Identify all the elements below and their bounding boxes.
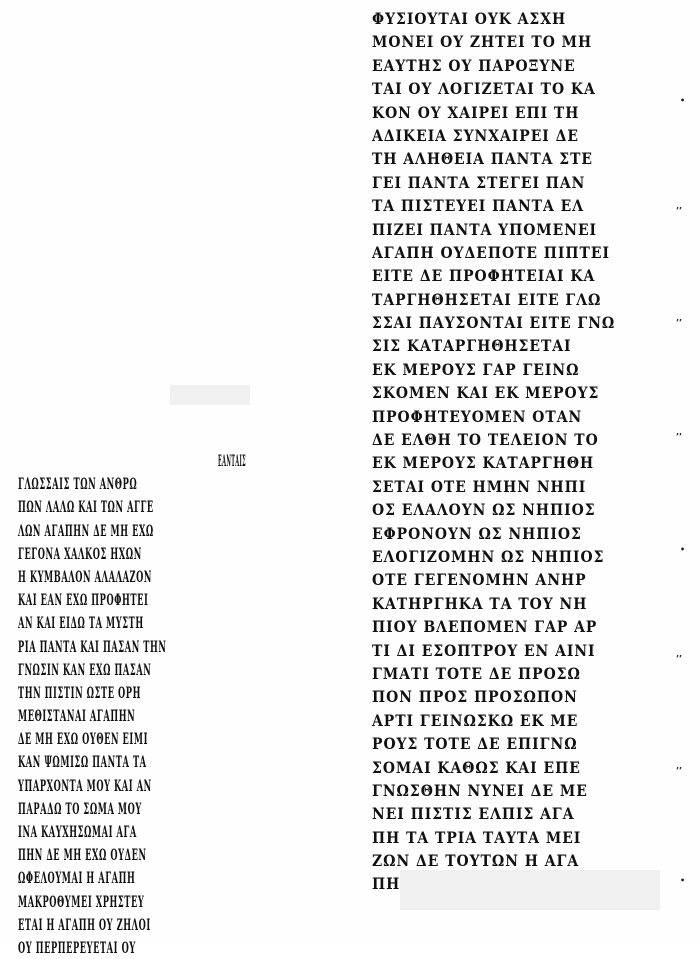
right-column-line: ΝΕΙ ΠΙΣΤΙΣ ΕΛΠΙΣ ΑΓΑ bbox=[372, 804, 575, 824]
left-column-line: ΓΛΩΣΣΑΙΣ ΤΩΝ ΑΝΘΡΩ bbox=[18, 474, 138, 494]
right-column-line: ΓΝΩΣΘΗΝ ΝΥΝΕΙ ΔΕ ΜΕ bbox=[372, 780, 588, 800]
margin-mark: ʼʼ bbox=[676, 432, 683, 441]
right-column-line: ΟΣ ΕΛΑΛΟΥΝ ΩΣ ΝΗΠΙΟΣ bbox=[372, 500, 596, 520]
margin-mark: ʼʼ bbox=[676, 654, 683, 663]
left-column-line: ΚΑΝ ΨΩΜΙΣΩ ΠΑΝΤΑ ΤΑ bbox=[18, 752, 147, 772]
right-text-column bbox=[372, 7, 664, 896]
right-column-line: ΕΚ ΜΕΡΟΥΣ ΓΑΡ ΓΕΙΝΩ bbox=[372, 359, 580, 379]
margin-mark: ʼʼ bbox=[676, 206, 683, 215]
right-column-line: ΠΟΝ ΠΡΟΣ ΠΡΟΣΩΠΟΝ bbox=[372, 687, 578, 707]
right-column-line: ΣΟΜΑΙ ΚΑΘΩΣ ΚΑΙ ΕΠΕ bbox=[372, 757, 581, 777]
left-column-line: ΚΑΙ ΕΑΝ ΕΧΩ ΠΡΟΦΗΤΕΙ bbox=[18, 590, 149, 610]
right-column-line: ΤΑΡΓΗΘΗΣΕΤΑΙ ΕΙΤΕ ΓΛΩ bbox=[372, 289, 602, 309]
left-column-line: ΤΗΝ ΠΙΣΤΙΝ ΩΣΤΕ ΟΡΗ bbox=[18, 682, 141, 702]
left-column-line: ΠΗΝ ΔΕ ΜΗ ΕΧΩ ΟΥΔΕΝ bbox=[18, 845, 147, 865]
right-column-line: ΕΑΥΤΗΣ ΟΥ ΠΑΡΟΞΥΝΕ bbox=[372, 55, 576, 75]
left-column-line: ΡΙΑ ΠΑΝΤΑ ΚΑΙ ΠΑΣΑΝ ΤΗΝ bbox=[18, 636, 167, 656]
right-column-line: ΕΚ ΜΕΡΟΥΣ ΚΑΤΑΡΓΗΘΗ bbox=[372, 453, 595, 473]
margin-mark: ʼʼ bbox=[676, 766, 683, 775]
right-column-line: ΠΙΖΕΙ ΠΑΝΤΑ ΥΠΟΜΕΝΕΙ bbox=[372, 219, 598, 239]
left-column-line: ΟΥ ΠΕΡΠΕΡΕΥΕΤΑΙ ΟΥ bbox=[18, 937, 136, 957]
right-column-line: ΕΛΟΓΙΖΟΜΗΝ ΩΣ ΝΗΠΙΟΣ bbox=[372, 546, 605, 566]
margin-dot: • bbox=[680, 545, 686, 554]
right-column-line: ΤΑ ΠΙΣΤΕΥΕΙ ΠΑΝΤΑ ΕΛ bbox=[372, 196, 584, 216]
right-column-line: ΜΟΝΕΙ ΟΥ ΖΗΤΕΙ ΤΟ ΜΗ bbox=[372, 32, 593, 52]
right-column-line: ΑΓΑΠΗ ΟΥΔΕΠΟΤΕ ΠΙΠΤΕΙ bbox=[372, 242, 610, 262]
right-column-line: ΚΟΝ ΟΥ ΧΑΙΡΕΙ ΕΠΙ ΤΗ bbox=[372, 102, 580, 122]
left-column-line: ΜΑΚΡΟΘΥΜΕΙ ΧΡΗΣΤΕΥ bbox=[18, 891, 145, 911]
right-column-line: ΦΥΣΙΟΥΤΑΙ ΟΥΚ ΑΣΧΗ bbox=[372, 9, 567, 28]
margin-mark: ʼʼ bbox=[676, 318, 683, 327]
right-column-line: ΣΕΤΑΙ ΟΤΕ ΗΜΗΝ ΝΗΠΙ bbox=[372, 476, 587, 496]
right-column-line: ΣΣΑΙ ΠΑΥΣΟΝΤΑΙ ΕΙΤΕ ΓΝΩ bbox=[372, 313, 616, 333]
left-column-line: ΓΝΩΣΙΝ ΚΑΝ ΕΧΩ ΠΑΣΑΝ bbox=[18, 659, 152, 679]
right-column-line: ΑΔΙΚΕΙΑ ΣΥΝΧΑΙΡΕΙ ΔΕ bbox=[372, 125, 579, 145]
right-column-line: ΡΟΥΣ ΤΟΤΕ ΔΕ ΕΠΙΓΝΩ bbox=[372, 734, 578, 754]
right-column-line: ΑΡΤΙ ΓΕΙΝΩΣΚΩ ΕΚ ΜΕ bbox=[372, 710, 579, 730]
left-column-line: ΑΝ ΚΑΙ ΕΙΔΩ ΤΑ ΜΥΣΤΗ bbox=[18, 613, 144, 633]
left-column-line: ΥΠΑΡΧΟΝΤΑ ΜΟΥ ΚΑΙ ΑΝ bbox=[18, 775, 152, 795]
right-column-line: ΓΕΙ ΠΑΝΤΑ ΣΤΕΓΕΙ ΠΑΝ bbox=[372, 172, 586, 192]
left-column-line: ΔΕ ΜΗ ΕΧΩ ΟΥΘΕΝ ΕΙΜΙ bbox=[18, 729, 149, 749]
left-column-line: ΠΑΡΑΔΩ ΤΟ ΣΩΜΑ ΜΟΥ bbox=[18, 798, 142, 818]
left-column-line: ΠΩΝ ΛΑΛΩ ΚΑΙ ΤΩΝ ΑΓΓΕ bbox=[18, 497, 154, 517]
right-column-line: ΔΕ ΕΛΘΗ ΤΟ ΤΕΛΕΙΟΝ ΤΟ bbox=[372, 430, 599, 450]
left-column-line: ΕΤΑΙ Η ΑΓΑΠΗ ΟΥ ΖΗΛΟΙ bbox=[18, 914, 151, 934]
right-column-line: ΤΗ ΑΛΗΘΕΙΑ ΠΑΝΤΑ ΣΤΕ bbox=[372, 149, 593, 169]
right-column-line: ΣΚΟΜΕΝ ΚΑΙ ΕΚ ΜΕΡΟΥΣ bbox=[372, 383, 600, 403]
right-column-line: ΕΙΤΕ ΔΕ ΠΡΟΦΗΤΕΙΑΙ ΚΑ bbox=[372, 266, 596, 286]
right-column-line: ΠΗ ΤΑ ΤΡΙΑ ΤΑΥΤΑ ΜΕΙ bbox=[372, 827, 582, 847]
left-column-line: ΕΑΝΤΑΙΣ bbox=[218, 451, 246, 470]
left-column-line: ΛΩΝ ΑΓΑΠΗΝ ΔΕ ΜΗ ΕΧΩ bbox=[18, 520, 154, 540]
right-column-line: ΤΙ ΔΙ ΕΣΟΠΤΡΟΥ ΕΝ ΑΙΝΙ bbox=[372, 640, 596, 660]
right-column-line: ΖΩΝ ΔΕ ΤΟΥΤΩΝ Η ΑΓΑ bbox=[372, 851, 580, 871]
right-column-line: ΕΦΡΟΝΟΥΝ ΩΣ ΝΗΠΙΟΣ bbox=[372, 523, 582, 543]
right-column-line: ΠΗ bbox=[372, 874, 401, 894]
left-column-line: ΩΦΕΛΟΥΜΑΙ Η ΑΓΑΠΗ bbox=[18, 868, 136, 888]
right-column-line: ΠΙΟΥ ΒΛΕΠΟΜΕΝ ΓΑΡ ΑΡ bbox=[372, 617, 598, 637]
right-column-line: ΤΑΙ ΟΥ ΛΟΓΙΖΕΤΑΙ ΤΟ ΚΑ bbox=[372, 79, 596, 99]
left-column-line: ΙΝΑ ΚΑΥΧΗΣΩΜΑΙ ΑΓΑ bbox=[18, 822, 137, 841]
right-column-line: ΟΤΕ ΓΕΓΕΝΟΜΗΝ ΑΝΗΡ bbox=[372, 570, 587, 590]
paper-smudge bbox=[170, 385, 250, 405]
left-column-line: ΓΕΓΟΝΑ ΧΑΛΚΟΣ ΗΧΩΝ bbox=[18, 543, 142, 563]
margin-dot: • bbox=[680, 96, 686, 105]
left-column-line: ΜΕΘΙΣΤΑΝΑΙ ΑΓΑΠΗΝ bbox=[18, 706, 136, 726]
right-column-line: ΣΙΣ ΚΑΤΑΡΓΗΘΗΣΕΤΑΙ bbox=[372, 336, 572, 356]
right-column-line: ΠΡΟΦΗΤΕΥΟΜΕΝ ΟΤΑΝ bbox=[372, 406, 583, 426]
right-column-line: ΚΑΤΗΡΓΗΚΑ ΤΑ ΤΟΥ ΝΗ bbox=[372, 593, 588, 613]
margin-dot: • bbox=[680, 876, 686, 885]
left-column-line: Η ΚΥΜΒΑΛΟΝ ΑΛΑΛΑΖΟΝ bbox=[18, 566, 153, 586]
right-column-line: ΓΜΑΤΙ ΤΟΤΕ ΔΕ ΠΡΟΣΩ bbox=[372, 663, 581, 683]
